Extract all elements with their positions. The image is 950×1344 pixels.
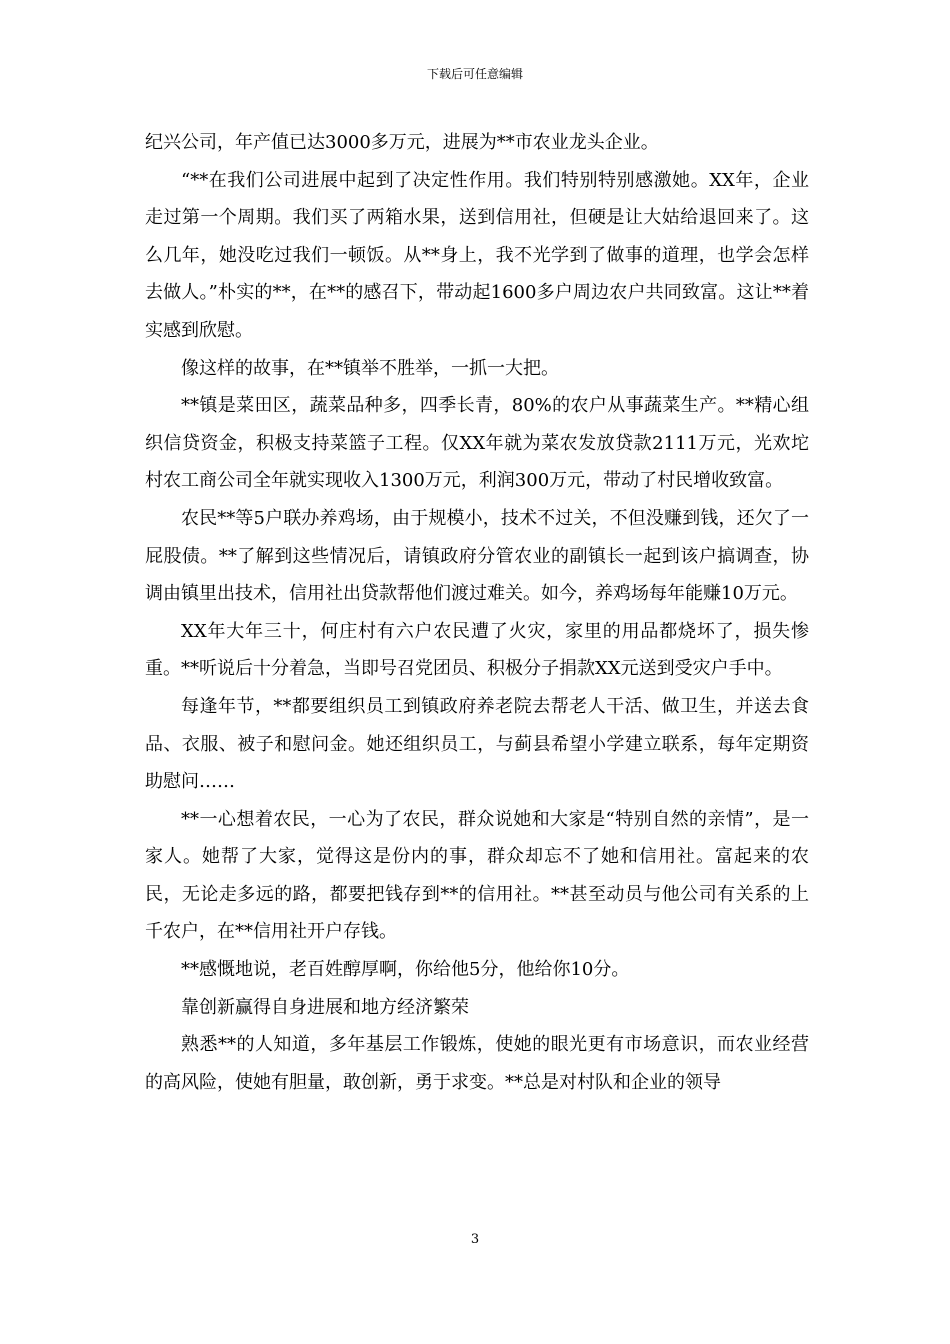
body-text [145, 124, 809, 1101]
paragraph: 纪兴公司，年产值已达3000多万元，进展为**市农业龙头企业。 [145, 132, 659, 153]
paragraph: 熟悉**的人知道，多年基层工作锻炼，使她的眼光更有市场意识，而农业经营的高风险，使她有胆量，敢创新，勇于求变。**总是对村队和企业的领导 [145, 1034, 809, 1093]
page-header: 下载后可任意编辑 [426, 67, 523, 81]
paragraph: 每逢年节，**都要组织员工到镇政府养老院去帮老人干活、做卫生，并送去食品、衣服、被子和慰问金。她还组织员工，与蓟县希望小学建立联系，每年定期资助慰问…… [145, 695, 809, 793]
paragraph: **镇是菜田区，蔬菜品种多，四季长青，80%的农户从事蔬菜生产。**精心组织信贷资金，积极支持菜篮子工程。仅XX年就为菜农发放贷款2111万元，光欢坨村农工商公司全年就实现收入1300万元，利润300万元，带动了村民增收致富。 [145, 395, 809, 492]
paragraph: **一心想着农民，一心为了农民，群众说她和大家是“特别自然的亲情”，是一家人。她帮了大家，觉得这是份内的事，群众却忘不了她和信用社。富起来的农民，无论走多远的路，都要把钱存到**的信用社。**甚至动员与他公司有关系的上千农户，在**信用社开户存钱。 [145, 808, 809, 943]
paragraph: XX年大年三十，何庄村有六户农民遭了火灾，家里的用品都烧坏了，损失惨重。**听说后十分着急，当即号召党团员、积极分子捐款XX元送到受灾户手中。 [145, 620, 809, 680]
paragraph: **感慨地说，老百姓醇厚啊，你给他5分，他给你10分。 [181, 959, 630, 981]
page-number: 3 [470, 1232, 480, 1247]
paragraph: 像这样的故事，在**镇举不胜举，一抓一大把。 [181, 357, 559, 379]
section-heading: 靠创新赢得自身进展和地方经济繁荣 [181, 996, 469, 1018]
paragraph: 农民**等5户联办养鸡场，由于规模小，技术不过关，不但没赚到钱，还欠了一屁股债。**了解到这些情况后，请镇政府分管农业的副镇长一起到该户搞调查，协调由镇里出技术，信用社出贷款帮他们渡过难关。如今，养鸡场每年能赚10万元。 [145, 507, 809, 605]
paragraph: “**在我们公司进展中起到了决定性作用。我们特别特别感激她。XX年，企业走过第一个周期。我们买了两箱水果，送到信用社，但硬是让大姑给退回来了。这么几年，她没吃过我们一顿饭。从**身上，我不光学到了做事的道理，也学会怎样去做人。”朴实的**，在**的感召下，带动起1600多户周边农户共同致富。这让**着实感到欣慰。 [145, 169, 809, 341]
